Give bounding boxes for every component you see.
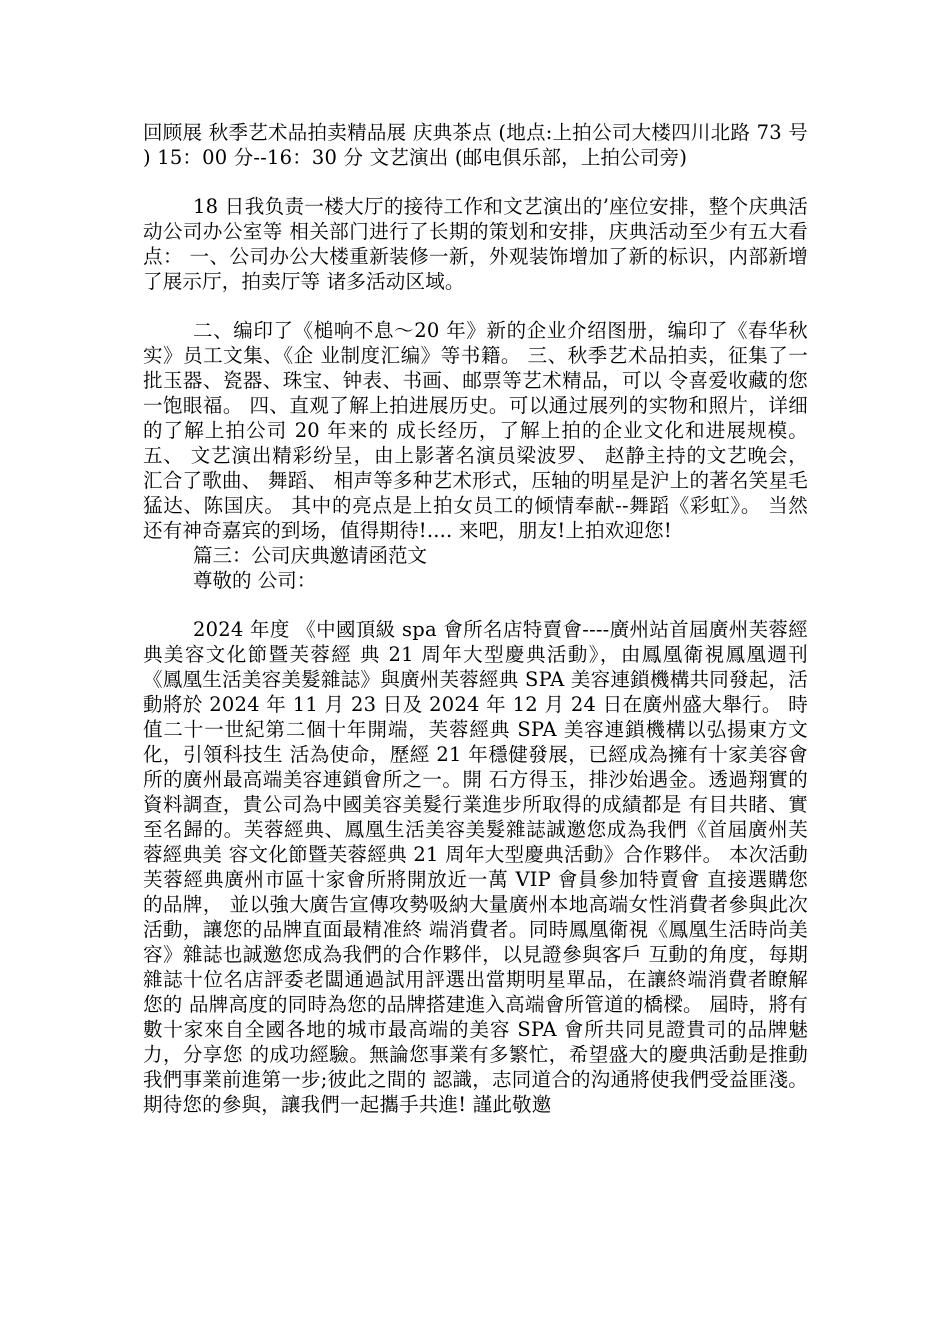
- document-page: [143, 120, 808, 1117]
- paragraph-event-schedule: 回顾展 秋季艺术品拍卖精品展 庆典茶点 (地点:上拍公司大楼四川北路 73 号 ) 15：00 分--16：30 分 文艺演出 (邮电俱乐部，上拍公司旁): [143, 121, 808, 169]
- paragraph-reception-duties: 18 日我负责一楼大厅的接待工作和文艺演出的’座位安排，整个庆典活动公司办公室等 相关部门进行了长期的策划和安排，庆典活动至少有五大看点： 一、公司办公大楼重新装修一新，外观装饰增加了新的标识，内部新增了展示厅，拍卖厅等 诸多活动区域。: [143, 195, 808, 293]
- paragraph-invitation-body: 2024 年度 《中國頂級 spa 會所名店特賣會----廣州站首屆廣州芙蓉經典美容文化節暨芙蓉經 典 21 周年大型慶典活動》，由鳳凰衛視鳳凰週刊《鳳凰生活美容美髮雜誌》與廣州芙蓉經典 SPA 美容連鎖機構共同發起，活動將於 2024 年 11 月 23 日及 2024 年 12 月 24 日在廣州盛大舉行。 時值二十一世紀第二個十年開端，芙蓉經典 SPA 美容連鎖機構以弘揚東方文化，引領科技生 活為使命，歷經 21 年穩健發展，已經成為擁有十家美容會所的廣州最高端美容連鎖會所之一。開 石方得玉，排沙始遇金。透過翔實的資料調查，貴公司為中國美容美髮行業進步所取得的成績都是 有目共睹、實至名歸的。芙蓉經典、鳳凰生活美容美髮雜誌誠邀您成為我們《首屆廣州芙蓉經典美 容文化節暨芙蓉經典 21 周年大型慶典活動》合作夥伴。 本次活動 芙蓉經典廣州市區十家會所將開放近一萬 VIP 會員參加特賣會 直接選購您的品牌， 並以強大廣告宣傳攻勢吸納大量廣州本地高端女性消費者參與此次活動，讓您的品牌直面最精准終 端消費者。同時鳳凰衛視《鳳凰生活時尚美容》雜誌也誠邀您成為我們的合作夥伴，以見證參與客戶 互動的角度，每期雜誌十位名店評委老闆通過試用評選出當期明星單品，在讓終端消費者瞭解您的 品牌高度的同時為您的品牌搭建進入高端會所管道的橋樑。 屆時，將有數十家來自全國各地的城市最高端的美容 SPA 會所共同見證貴司的品牌魅力，分享您 的成功經驗。無論您事業有多繁忙，希望盛大的慶典活動是推動我們事業前進第一步;彼此之間的 認識，志同道合的沟通將使我們受益匪淺。 期待您的參與，讓我們一起攜手共進! 謹此敬邀: [143, 618, 808, 1116]
- section-heading: 篇三：公司庆典邀请函范文: [193, 544, 428, 567]
- paragraph-highlights: 二、编印了《槌响不息～20 年》新的企业介绍图册，编印了《春华秋实》员工文集、《企 业制度汇编》等书籍。 三、秋季艺术品拍卖，征集了一批玉器、瓷器、珠宝、钟表、书画、邮票等艺术精品，可以 令喜爱收藏的您一饱眼福。 四、直观了解上拍进展历史。可以通过展列的实物和照片，详细的了解上拍公司 20 年来的 成长经历，了解上拍的企业文化和进展规模。 五、 文艺演出精彩纷呈，由上影著名演员梁波罗、 赵静主持的文艺晚会， 汇合了歌曲、 舞蹈、 相声等多种艺术形式，压轴的明星是沪上的著名笑星毛猛达、陈国庆。 其中的亮点是上拍女员工的倾情奉献--舞蹈《彩虹》。 当然还有神奇嘉宾的到场，值得期待!.... 来吧，朋友!上拍欢迎您!: [143, 319, 808, 542]
- salutation: 尊敬的 公司：: [193, 569, 317, 592]
